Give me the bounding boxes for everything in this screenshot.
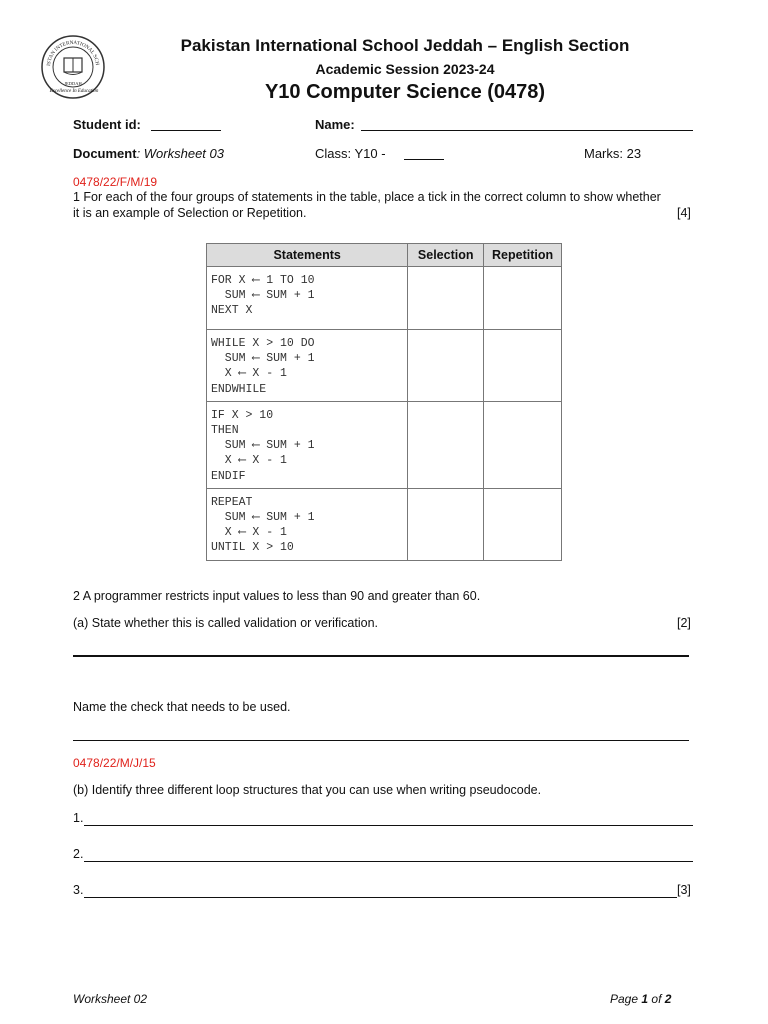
school-name: Pakistan International School Jeddah – English Section xyxy=(180,36,630,55)
q2-part-a: (a) State whether this is called validation or verification. xyxy=(73,616,379,630)
svg-text:PAKISTAN INTERNATIONAL SCHOOL xyxy=(40,34,100,66)
table-row xyxy=(207,267,562,330)
q2-intro: 2 A programmer restricts input values to less than 90 and greater than 60. xyxy=(73,589,481,603)
answer-label-1: 1. xyxy=(73,811,84,825)
page-current: 1 xyxy=(641,992,649,1006)
academic-session: Academic Session 2023-24 xyxy=(315,61,495,77)
footer-worksheet: Worksheet 02 xyxy=(73,992,148,1006)
answer-line-3[interactable] xyxy=(84,897,677,898)
statement-for-loop: FOR X ⟵ 1 TO 10 SUM ⟵ SUM + 1 NEXT X xyxy=(211,274,315,318)
course-title: Y10 Computer Science (0478) xyxy=(264,81,546,103)
q2b-reference: 0478/22/M/J/15 xyxy=(73,756,156,770)
repetition-cell-3[interactable] xyxy=(484,401,562,488)
name-blank[interactable] xyxy=(361,130,693,131)
repetition-cell-2[interactable] xyxy=(484,330,562,402)
q1-text-line1: 1 For each of the four groups of statements in the table, place a tick in the correct column to show whether xyxy=(73,190,661,204)
repetition-cell-1[interactable] xyxy=(484,267,562,330)
q1-marks: [4] xyxy=(677,206,691,220)
check-prompt: Name the check that needs to be used. xyxy=(73,700,291,714)
class-blank[interactable] xyxy=(404,159,444,160)
statement-while-loop: WHILE X > 10 DO SUM ⟵ SUM + 1 X ⟵ X - 1 ENDWHILE xyxy=(211,337,315,396)
statement-if-block: IF X > 10 THEN SUM ⟵ SUM + 1 X ⟵ X - 1 ENDIF xyxy=(211,408,315,483)
table-header-row xyxy=(207,244,562,267)
logo-ring-text: ISTAN INTERNATIONAL SCH xyxy=(46,39,100,67)
answer-label-3: 3. xyxy=(73,883,84,897)
table-row xyxy=(207,488,562,560)
q1-reference: 0478/22/F/M/19 xyxy=(73,175,158,189)
header-selection: Selection xyxy=(408,244,484,267)
answer-label-2: 2. xyxy=(73,847,84,861)
document-value: : Worksheet 03 xyxy=(136,146,224,161)
selection-cell-3[interactable] xyxy=(408,401,484,488)
document-label: Document xyxy=(73,146,137,161)
q2-part-b: (b) Identify three different loop structures that you can use when writing pseudocode. xyxy=(73,783,542,797)
selection-repetition-table xyxy=(206,243,562,561)
answer-line-1[interactable] xyxy=(84,825,693,826)
statement-repeat-loop: REPEAT SUM ⟵ SUM + 1 X ⟵ X - 1 UNTIL X > 10 xyxy=(211,495,315,555)
q2-part-a-marks: [2] xyxy=(677,616,691,630)
student-id-label: Student id: xyxy=(73,117,141,132)
header-statements: Statements xyxy=(207,244,408,267)
logo-city-text: JEDDAH xyxy=(64,81,82,86)
selection-cell-2[interactable] xyxy=(408,330,484,402)
page-total: 2 xyxy=(664,992,672,1006)
table-row xyxy=(207,401,562,488)
header-repetition: Repetition xyxy=(484,244,562,267)
name-label: Name: xyxy=(315,117,355,132)
repetition-cell-4[interactable] xyxy=(484,488,562,560)
class-label: Class: Y10 - xyxy=(315,146,386,161)
answer-line-2[interactable] xyxy=(84,861,693,862)
page-of: of xyxy=(651,992,662,1006)
logo-motto: Excellence In Education xyxy=(49,89,99,94)
document-field xyxy=(73,146,224,161)
student-id-blank[interactable] xyxy=(151,130,221,131)
answer-line-check[interactable] xyxy=(73,740,689,741)
answer-line-a[interactable] xyxy=(73,655,689,657)
page-prefix: Page xyxy=(610,992,639,1006)
footer-page-number xyxy=(610,992,671,1006)
q1-text-line2: it is an example of Selection or Repetition. xyxy=(73,206,307,220)
selection-cell-4[interactable] xyxy=(408,488,484,560)
marks-label: Marks: 23 xyxy=(584,146,642,161)
selection-cell-1[interactable] xyxy=(408,267,484,330)
q2-part-b-marks: [3] xyxy=(677,883,691,897)
table-row xyxy=(207,330,562,402)
